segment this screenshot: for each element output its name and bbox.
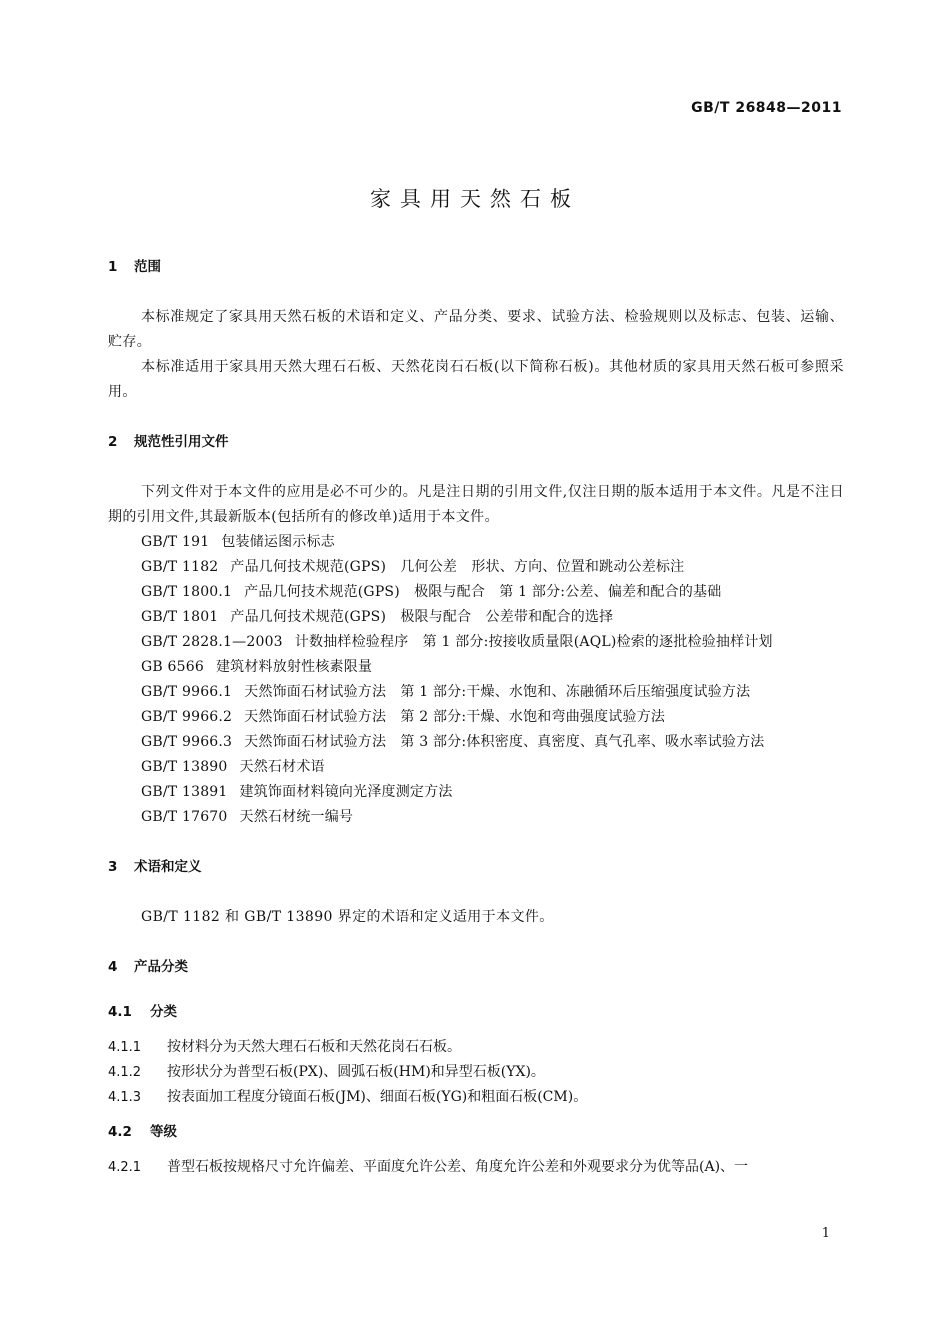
reference-item: [108, 655, 844, 680]
clause-item: [108, 1155, 844, 1180]
paragraph: 本标准规定了家具用天然石板的术语和定义、产品分类、要求、试验方法、检验规则以及标志、包装、运输、贮存。: [108, 309, 844, 350]
paragraph: 本标准适用于家具用天然大理石石板、天然花岗石石板(以下简称石板)。其他材质的家具用天然石板可参照采用。: [108, 359, 844, 400]
section-title: 产品分类: [134, 959, 188, 975]
subsection-heading-4-2: [108, 1120, 844, 1145]
reference-title: 天然饰面石材试验方法 第 2 部分:干燥、水饱和弯曲强度试验方法: [244, 709, 666, 725]
reference-item: [108, 680, 844, 705]
section-number: 4: [108, 959, 118, 975]
section-title: 范围: [134, 259, 161, 275]
reference-item: [108, 780, 844, 805]
standard-code: GB/T 26848—2011: [691, 100, 842, 116]
reference-code: GB/T 191: [141, 534, 210, 550]
reference-title: 计数抽样检验程序 第 1 部分:按接收质量限(AQL)检索的逐批检验抽样计划: [294, 634, 773, 650]
reference-title: 天然饰面石材试验方法 第 3 部分:体积密度、真密度、真气孔率、吸水率试验方法: [244, 734, 765, 750]
clause-text: 按表面加工程度分镜面石板(JM)、细面石板(YG)和粗面石板(CM)。: [167, 1089, 588, 1105]
reference-title: 建筑饰面材料镜向光泽度测定方法: [239, 784, 453, 800]
reference-code: GB/T 1182: [141, 559, 219, 575]
clause-number: 4.1.3: [108, 1090, 142, 1105]
section-heading-3: [108, 855, 844, 880]
reference-item: [108, 530, 844, 555]
subsection-number: 4.1: [108, 1004, 132, 1020]
document-body: [108, 255, 844, 1180]
subsection-title: 分类: [150, 1004, 177, 1020]
subsection-title: 等级: [150, 1124, 177, 1140]
reference-code: GB/T 1801: [141, 609, 219, 625]
reference-code: GB/T 17670: [141, 809, 228, 825]
page-title: 家具用天然石板: [370, 187, 580, 211]
reference-item: [108, 705, 844, 730]
reference-title: 天然饰面石材试验方法 第 1 部分:干燥、水饱和、冻融循环后压缩强度试验方法: [244, 684, 751, 700]
clause-text: 按形状分为普型石板(PX)、圆弧石板(HM)和异型石板(YX)。: [167, 1064, 545, 1080]
reference-item: [108, 555, 844, 580]
reference-code: GB/T 13891: [141, 784, 228, 800]
reference-item: [108, 730, 844, 755]
reference-item: [108, 755, 844, 780]
reference-code: GB/T 2828.1—2003: [141, 634, 283, 650]
reference-item: [108, 605, 844, 630]
section-heading-4: [108, 955, 844, 980]
reference-code: GB 6566: [141, 659, 204, 675]
reference-title: 天然石材术语: [239, 759, 325, 775]
reference-code: GB/T 9966.2: [141, 709, 233, 725]
clause-item: [108, 1060, 844, 1085]
clause-number: 4.1.2: [108, 1065, 142, 1080]
paragraph: 下列文件对于本文件的应用是必不可少的。凡是注日期的引用文件,仅注日期的版本适用于本文件。凡是不注日期的引用文件,其最新版本(包括所有的修改单)适用于本文件。: [108, 484, 844, 525]
reference-code: GB/T 9966.3: [141, 734, 233, 750]
reference-item: [108, 805, 844, 830]
reference-item: [108, 580, 844, 605]
reference-code: GB/T 13890: [141, 759, 228, 775]
section-title: 术语和定义: [134, 859, 202, 875]
reference-code: GB/T 9966.1: [141, 684, 233, 700]
reference-title: 产品几何技术规范(GPS) 极限与配合 公差带和配合的选择: [230, 609, 614, 625]
clause-number: 4.2.1: [108, 1160, 142, 1175]
reference-item: [108, 630, 844, 655]
section-title: 规范性引用文件: [134, 434, 229, 450]
section-number: 2: [108, 434, 118, 450]
clause-item: [108, 1085, 844, 1110]
subsection-number: 4.2: [108, 1124, 132, 1140]
section-heading-1: [108, 255, 844, 280]
section-number: 1: [108, 259, 118, 275]
clause-number: 4.1.1: [108, 1040, 142, 1055]
section-number: 3: [108, 859, 118, 875]
reference-title: 包装储运图示标志: [221, 534, 335, 550]
reference-title: 建筑材料放射性核素限量: [215, 659, 373, 675]
clause-item: [108, 1035, 844, 1060]
reference-code: GB/T 1800.1: [141, 584, 233, 600]
reference-title: 产品几何技术规范(GPS) 极限与配合 第 1 部分:公差、偏差和配合的基础: [244, 584, 722, 600]
clause-text: 普型石板按规格尺寸允许偏差、平面度允许公差、角度允许公差和外观要求分为优等品(A)、一: [167, 1159, 749, 1175]
subsection-heading-4-1: [108, 1000, 844, 1025]
reference-title: 产品几何技术规范(GPS) 几何公差 形状、方向、位置和跳动公差标注: [230, 559, 685, 575]
page-number: 1: [821, 1226, 830, 1241]
clause-text: 按材料分为天然大理石石板和天然花岗石石板。: [167, 1039, 461, 1055]
reference-title: 天然石材统一编号: [239, 809, 354, 825]
section-heading-2: [108, 430, 844, 455]
paragraph: GB/T 1182 和 GB/T 13890 界定的术语和定义适用于本文件。: [141, 909, 554, 925]
